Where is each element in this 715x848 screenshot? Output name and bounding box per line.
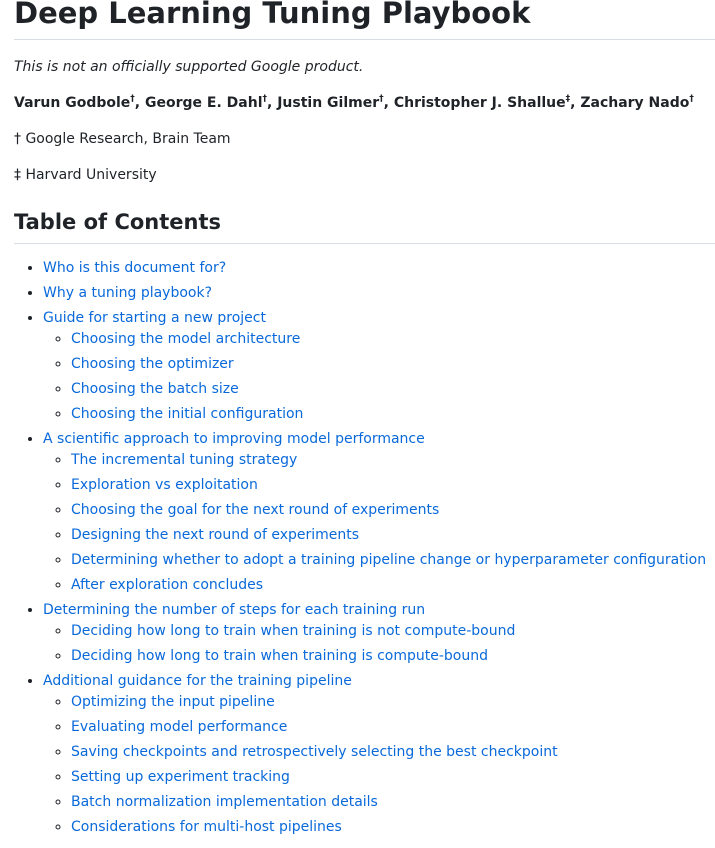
toc-link[interactable]: Who is this document for? (43, 260, 227, 276)
toc-sublink[interactable]: Choosing the optimizer (71, 356, 234, 372)
toc-item (43, 283, 706, 304)
author-separator: , (383, 95, 394, 111)
toc-subitem (71, 621, 706, 642)
author-name: Justin Gilmer (277, 95, 380, 111)
toc-heading: Table of Contents (14, 208, 715, 244)
toc-item (43, 429, 706, 596)
toc-link[interactable]: Determining the number of steps for each training run (43, 602, 426, 618)
affiliation-google: † Google Research, Brain Team (14, 131, 231, 147)
affiliation-mark: † (689, 94, 694, 104)
toc-sublink[interactable]: Designing the next round of experiments (71, 527, 360, 543)
author-name: George E. Dahl (145, 95, 263, 111)
toc-sublink[interactable]: Evaluating model performance (71, 719, 288, 735)
toc-sublist (43, 692, 706, 838)
toc-subitem (71, 525, 706, 546)
toc-sublink[interactable]: Batch normalization implementation details (71, 794, 378, 810)
toc-sublink[interactable]: Considerations for multi-host pipelines (71, 819, 342, 835)
toc-sublist (43, 621, 706, 667)
toc-subitem (71, 354, 706, 375)
toc-sublink[interactable]: Optimizing the input pipeline (71, 694, 275, 710)
toc-subitem (71, 767, 706, 788)
author-name: Zachary Nado (580, 95, 690, 111)
toc-sublink[interactable]: The incremental tuning strategy (71, 452, 298, 468)
author-separator: , (267, 95, 278, 111)
toc-sublink[interactable]: Choosing the batch size (71, 381, 239, 397)
toc-item (43, 600, 706, 667)
affiliation-mark: † (262, 94, 267, 104)
toc-subitem (71, 450, 706, 471)
toc-sublink[interactable]: Saving checkpoints and retrospectively selecting the best checkpoint (71, 744, 558, 760)
toc-subitem (71, 475, 706, 496)
toc-subitem (71, 550, 706, 571)
toc-subitem (71, 792, 706, 813)
toc-item (43, 671, 706, 838)
toc-link[interactable]: A scientific approach to improving model performance (43, 431, 425, 447)
toc-item (43, 258, 706, 279)
toc-subitem (71, 817, 706, 838)
toc-list (14, 258, 706, 842)
toc-item (43, 308, 706, 425)
author-separator: , (570, 95, 581, 111)
author-name: Christopher J. Shallue (393, 95, 566, 111)
author-separator: , (134, 95, 145, 111)
toc-sublist (43, 329, 706, 425)
toc-link[interactable]: Why a tuning playbook? (43, 285, 213, 301)
toc-subitem (71, 329, 706, 350)
author-list (14, 95, 694, 111)
toc-sublink[interactable]: Choosing the goal for the next round of experiments (71, 502, 440, 518)
toc-sublink[interactable]: Setting up experiment tracking (71, 769, 290, 785)
toc-subitem (71, 500, 706, 521)
toc-subitem (71, 692, 706, 713)
toc-subitem (71, 646, 706, 667)
toc-subitem (71, 742, 706, 763)
toc-link[interactable]: Additional guidance for the training pipeline (43, 673, 352, 689)
toc-sublink[interactable]: Deciding how long to train when training is compute-bound (71, 648, 488, 664)
page-title: Deep Learning Tuning Playbook (14, 0, 715, 40)
affiliation-harvard: ‡ Harvard University (14, 167, 157, 183)
toc-sublink[interactable]: Exploration vs exploitation (71, 477, 258, 493)
toc-link[interactable]: Guide for starting a new project (43, 310, 266, 326)
toc-subitem (71, 575, 706, 596)
toc-subitem (71, 404, 706, 425)
toc-sublink[interactable]: Choosing the initial configuration (71, 406, 304, 422)
affiliation-mark: † (379, 94, 384, 104)
toc-sublink[interactable]: Choosing the model architecture (71, 331, 301, 347)
affiliation-mark: ‡ (565, 94, 571, 104)
toc-subitem (71, 379, 706, 400)
toc-sublink[interactable]: Determining whether to adopt a training pipeline change or hyperparameter configuration (71, 552, 707, 568)
affiliation-mark: † (130, 94, 135, 104)
toc-subitem (71, 717, 706, 738)
toc-sublink[interactable]: After exploration concludes (71, 577, 264, 593)
disclaimer: This is not an officially supported Google product. (14, 59, 364, 75)
author-name: Varun Godbole (14, 95, 131, 111)
toc-sublink[interactable]: Deciding how long to train when training is not compute-bound (71, 623, 516, 639)
toc-sublist (43, 450, 706, 596)
